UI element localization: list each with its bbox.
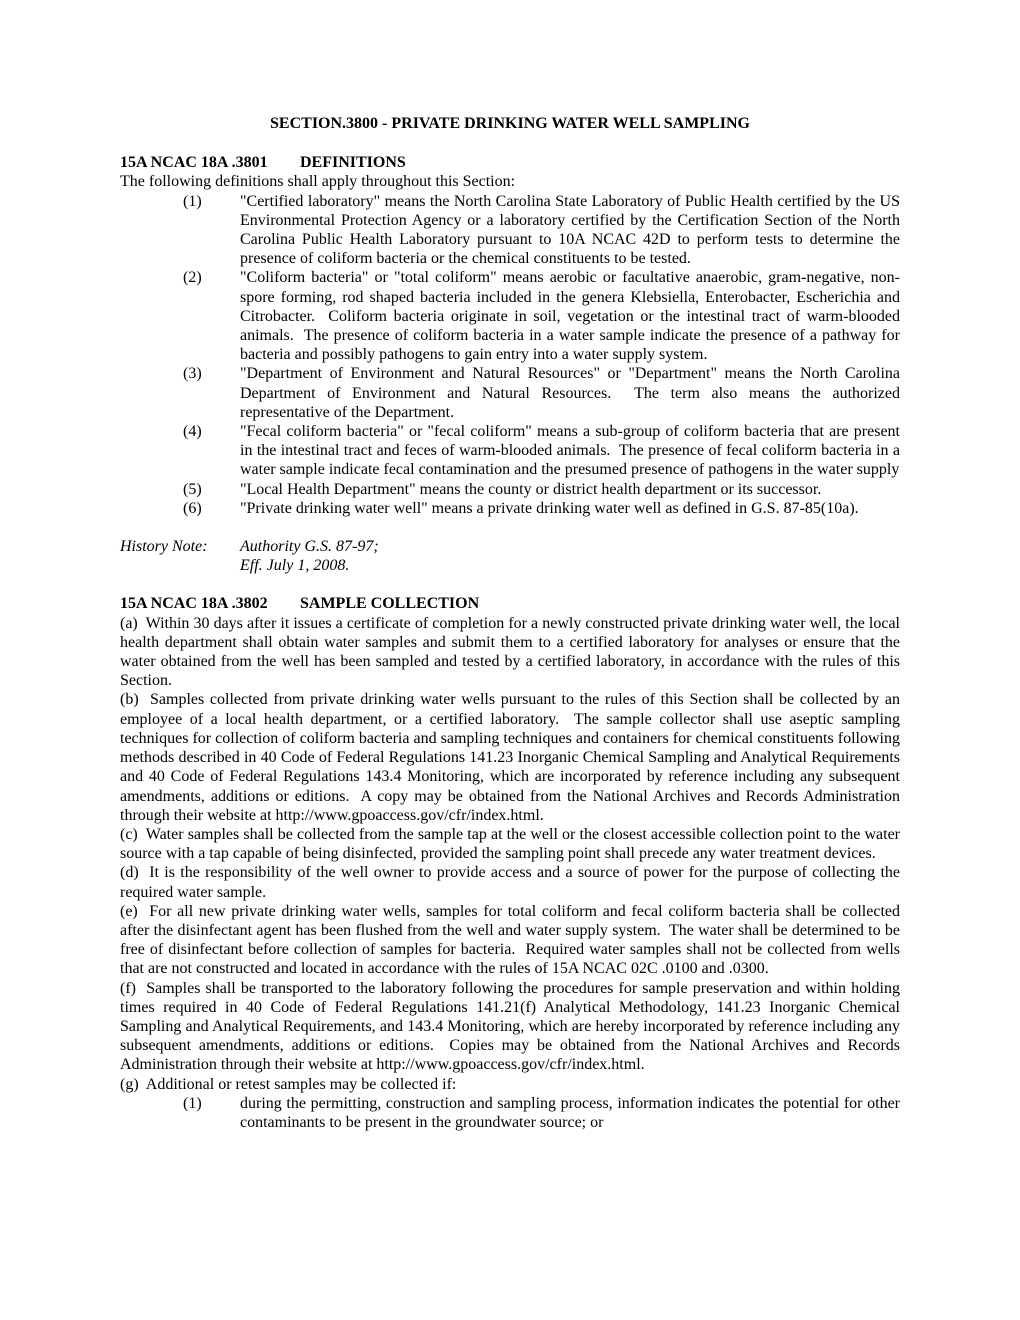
definition-number: (4) — [183, 423, 202, 441]
definition-item-3 — [120, 364, 904, 422]
definition-text: "Local Health Department" means the county or district health department or its successor. — [240, 480, 822, 498]
paragraph-c: (c) Water samples shall be collected from the sample tap at the well or the closest accessible collection point to the water source with a tap capable of being disinfected, provided the sampling point shall precede any water treatment devices. — [120, 825, 904, 863]
paragraph-g-subitem-1 — [120, 1094, 904, 1132]
history-note-label: History Note: — [120, 538, 208, 556]
definition-number: (6) — [183, 499, 202, 517]
history-effective-date: Eff. July 1, 2008. — [240, 557, 350, 575]
section-3801-code: 15A NCAC 18A .3801 — [120, 154, 268, 172]
section-3801-name: DEFINITIONS — [300, 154, 406, 172]
subitem-number: (1) — [183, 1094, 202, 1112]
section-3802-heading — [120, 594, 900, 613]
paragraph-b: (b) Samples collected from private drinking water wells pursuant to the rules of this Section shall be collected by an employee of a local health department, or a certified laboratory. The sample collector shall use aseptic sampling techniques for collection of coliform bacteria and sampling techniques and containers for chemical constituents following methods described in 40 Code of Federal Regulations 141.23 Inorganic Chemical Sampling and Analytical Requirements and 40 Code of Federal Regulations 143.4 Monitoring, which are incorporated by reference including any subsequent amendments, additions or editions. A copy may be obtained from the National Archives and Records Administration through their website at http://www.gpoaccess.gov/cfr/index.html. — [120, 691, 904, 824]
paragraph-e: (e) For all new private drinking water wells, samples for total coliform and fecal coliform bacteria shall be collected after the disinfectant agent has been flushed from the well and water supply system. The water shall be determined to be free of disinfectant before collection of samples for bacteria. Required water samples shall not be collected from wells that are not constructed and located in accordance with the rules of 15A NCAC 02C .0100 and .0300. — [120, 902, 904, 978]
definition-text: "Fecal coliform bacteria" or "fecal coliform" means a sub-group of coliform bacteria that are present in the intestinal tract and feces of warm-blooded animals. The presence of fecal coliform bacteria in a water sample indicate fecal contamination and the presumed presence of pathogens in the water supply — [240, 423, 904, 479]
section-3801-heading — [120, 153, 900, 172]
definition-text: "Coliform bacteria" or "total coliform" means aerobic or facultative anaerobic, gram-negative, non-spore forming, rod shaped bacteria included in the genera Klebsiella, Enterobacter, Escherichia and Citrobacter. Coliform bacteria originate in soil, vegetation or the intestinal tract of warm-blooded animals. The presence of coliform bacteria in a water sample indicate the presence of a pathway for bacteria and possibly pathogens to gain entry into a water supply system. — [240, 269, 904, 364]
paragraph-a: (a) Within 30 days after it issues a certificate of completion for a newly constructed private drinking water well, the local health department shall obtain water samples and submit them to a certified laboratory for analyses or ensure that the water obtained from the well has been sampled and tested by a certified laboratory, in accordance with the rules of this Section. — [120, 614, 904, 690]
definition-number: (5) — [183, 480, 202, 498]
definition-number: (3) — [183, 365, 202, 383]
paragraph-f: (f) Samples shall be transported to the laboratory following the procedures for sample preservation and within holding times required in 40 Code of Federal Regulations 141.21(f) Analytical Methodology, 141.23 Inorganic Chemical Sampling and Analytical Requirements, and 143.4 Monitoring, which are hereby incorporated by reference including any subsequent amendments, additions or editions. Copies may be obtained from the National Archives and Records Administration through their website at http://www.gpoaccess.gov/cfr/index.html. — [120, 979, 904, 1074]
section-3802-code: 15A NCAC 18A .3802 — [120, 595, 268, 613]
history-note-lines — [240, 537, 379, 575]
section-3802-name: SAMPLE COLLECTION — [300, 595, 480, 613]
definition-text: "Certified laboratory" means the North Carolina State Laboratory of Public Health certified by the US Environmental Protection Agency or a laboratory certified by the Certification Section of the North Carolina Public Health Laboratory pursuant to 10A NCAC 42D to perform tests to determine the presence of coliform bacteria or the chemical constituents to be tested. — [240, 192, 904, 268]
subitem-text: during the permitting, construction and sampling process, information indicates the potential for other contaminants to be present in the groundwater source; or — [240, 1094, 904, 1131]
definition-item-4 — [120, 422, 904, 480]
paragraph-d: (d) It is the responsibility of the well owner to provide access and a source of power for the purpose of collecting the required water sample. — [120, 864, 904, 901]
document-title: SECTION.3800 - PRIVATE DRINKING WATER WELL SAMPLING — [270, 115, 750, 132]
definition-item-6 — [120, 499, 900, 518]
definition-item-5 — [120, 480, 900, 499]
definition-text: "Department of Environment and Natural Resources" or "Department" means the North Carolina Department of Environment and Natural Resources. The term also means the authorized representative of the Department. — [240, 365, 904, 421]
definition-item-2 — [120, 268, 904, 364]
paragraph-g: (g) Additional or retest samples may be collected if: — [120, 1075, 457, 1093]
history-authority: Authority G.S. 87-97; — [240, 538, 379, 556]
history-note — [120, 537, 900, 575]
definition-item-1 — [120, 192, 904, 269]
definition-text: "Private drinking water well" means a private drinking water well as defined in G.S. 87-85(10a). — [240, 499, 859, 517]
definition-number: (2) — [183, 269, 202, 287]
definition-number: (1) — [183, 192, 202, 210]
definitions-intro: The following definitions shall apply throughout this Section: — [120, 173, 516, 191]
